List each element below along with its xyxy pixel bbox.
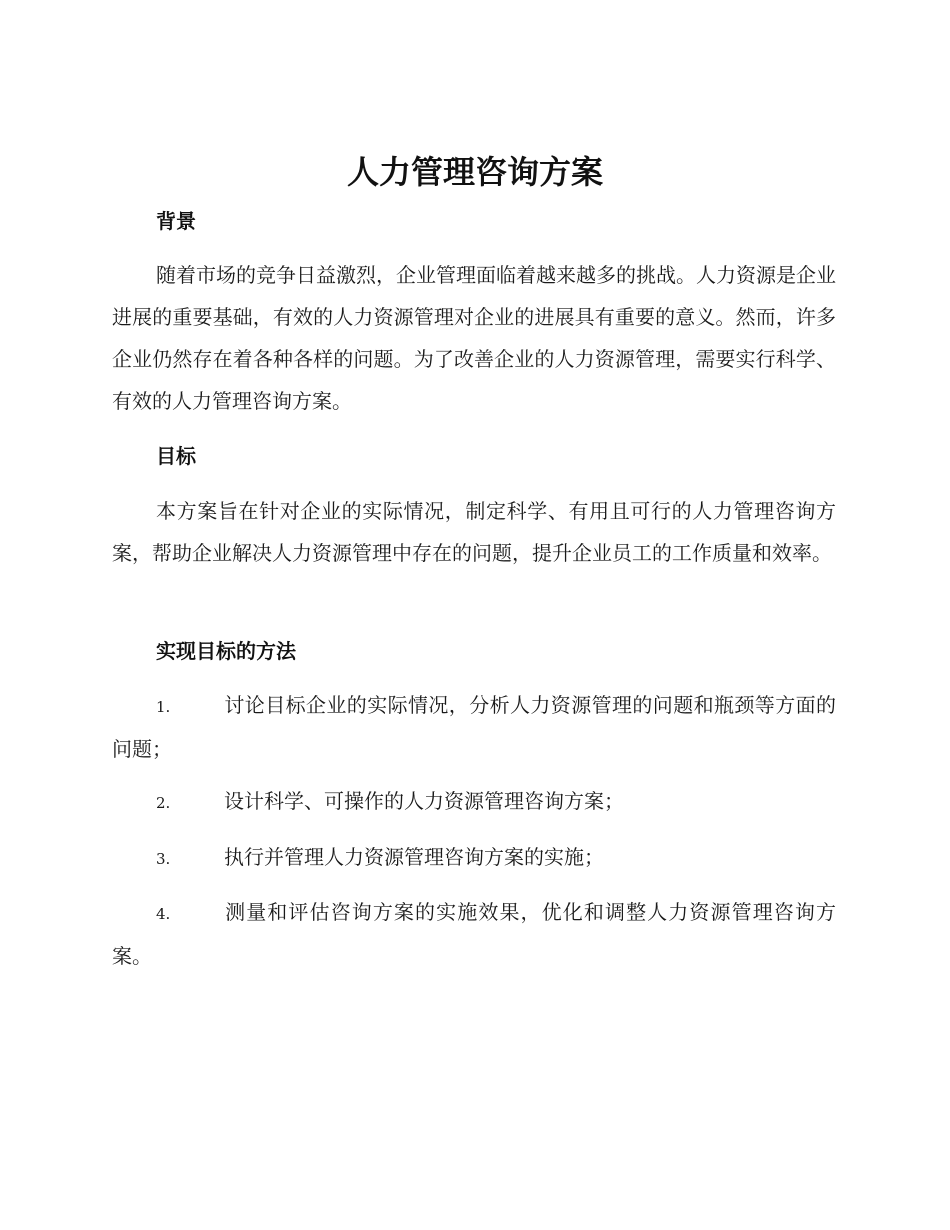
list-item-text: 讨论目标企业的实际情况，分析人力资源管理的问题和瓶颈等方面的问题； [112,693,836,761]
list-item-number: 4. [156,905,171,923]
method-list-item [112,684,836,770]
list-item-text: 测量和评估咨询方案的实施效果，优化和调整人力资源管理咨询方案。 [112,900,836,968]
method-list-item [112,836,836,880]
section-heading-goal: 目标 [156,444,196,468]
list-item-number: 2. [156,794,171,812]
list-item-text: 执行并管理人力资源管理咨询方案的实施； [224,845,604,869]
method-list-item [112,780,836,824]
section-heading-background: 背景 [156,209,196,233]
list-item-text: 设计科学、可操作的人力资源管理咨询方案； [224,789,624,813]
list-item-number: 1. [156,698,171,716]
section-body-goal: 本方案旨在针对企业的实际情况，制定科学、有用且可行的人力管理咨询方案，帮助企业解决人力资源管理中存在的问题，提升企业员工的工作质量和效率。 [112,499,836,565]
section-heading-methods: 实现目标的方法 [156,639,296,663]
section-body-background: 随着市场的竞争日益激烈，企业管理面临着越来越多的挑战。人力资源是企业进展的重要基础，有效的人力资源管理对企业的进展具有重要的意义。然而，许多企业仍然存在着各种各样的问题。为了改善企业的人力资源管理，需要实行科学、有效的人力管理咨询方案。 [112,263,836,413]
method-list-item [112,891,836,977]
document-title: 人力管理咨询方案 [346,153,603,191]
list-item-number: 3. [156,850,171,868]
